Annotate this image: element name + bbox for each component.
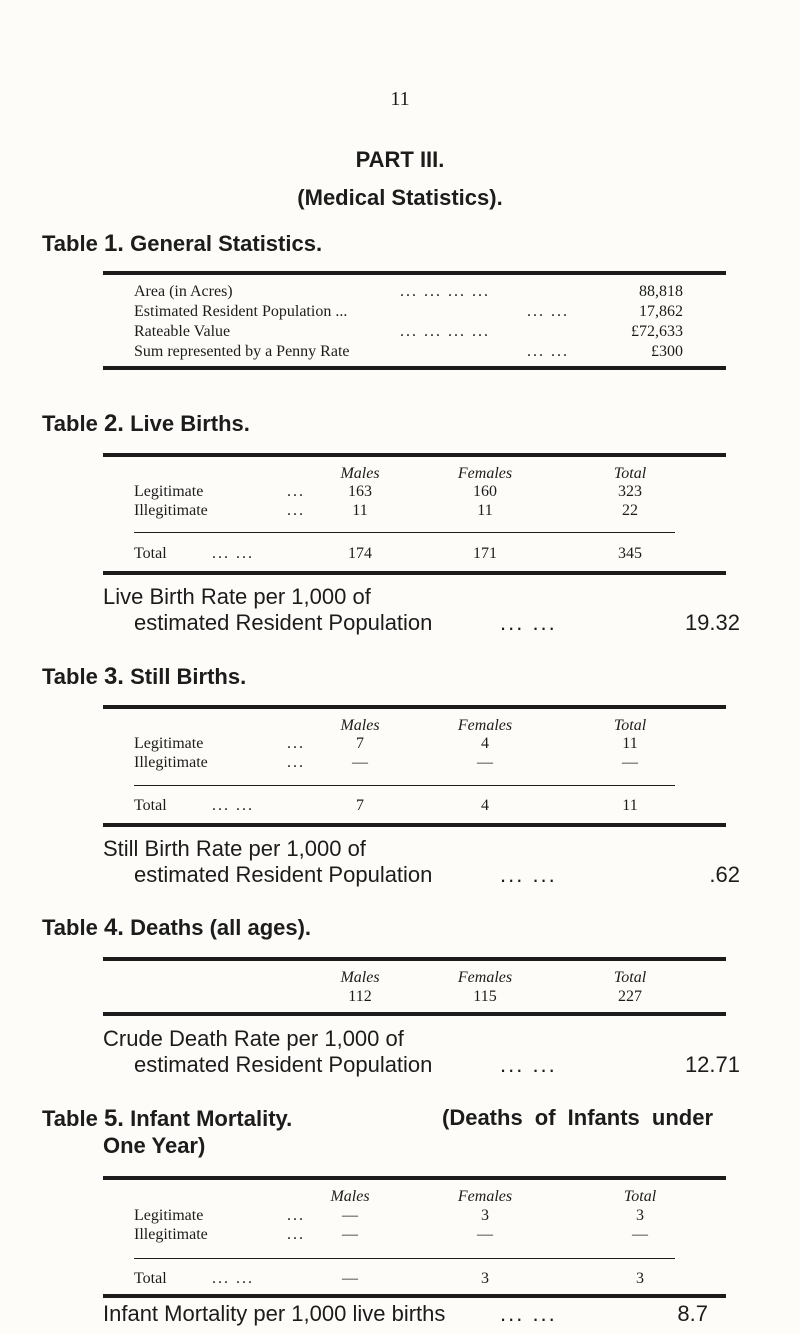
table3-row-label: Legitimate [134,735,204,752]
table5-cell: — [342,1226,358,1243]
table2-cell: 160 [473,483,497,500]
infant-mortality-rate-dots: ... ... [500,1301,557,1326]
table3-row-dots: ... [287,735,305,752]
table5-total-cell: 3 [481,1270,489,1287]
table5-header-total: Total [623,1188,657,1205]
table5-total-dots: ... ... [212,1270,254,1287]
still-birth-rate-value: .62 [709,862,740,887]
table5-cell: — [632,1226,648,1243]
table2-total-cell: 174 [348,545,372,562]
table2-cell: 11 [477,502,493,519]
table2-total-dots: ... ... [212,545,254,562]
table3-total-label: Total [134,797,167,814]
table4-header-males: Males [340,969,380,986]
table3-cell: 7 [356,735,364,752]
table5-row-dots: ... [287,1207,305,1224]
table5-total-rule [134,1258,675,1259]
table2-cell: 323 [618,483,642,500]
table2-row-label: Illegitimate [134,502,208,519]
table2-prefix: Table [42,411,98,436]
table3-total-cell: 11 [622,797,638,814]
table5-title [42,1105,292,1133]
table3-header-females: Females [457,717,513,734]
table3-total-cell: 7 [356,797,364,814]
live-birth-rate-dots: ... ... [500,610,557,635]
table5-row-label: Illegitimate [134,1226,208,1243]
table1-row-dots: ... ... ... ... [400,323,490,340]
table3-cell: — [622,754,638,771]
table3-row-label: Illegitimate [134,754,208,771]
table1-row-label: Estimated Resident Population ... [134,303,348,320]
table3-total-dots: ... ... [212,797,254,814]
table5-total-cell: 3 [636,1270,644,1287]
table5-number: 5. [103,1105,124,1132]
table4-header-females: Females [457,969,513,986]
table5-header-females: Females [457,1188,513,1205]
table1-row-label: Sum represented by a Penny Rate [134,343,350,360]
table2-row-dots: ... [287,502,305,519]
table5-heading-c: One Year) [103,1133,206,1158]
table2-total-rule [134,532,675,533]
table1-row-value: 88,818 [639,283,683,300]
still-birth-rate-label: Still Birth Rate per 1,000 of [103,836,366,861]
table2-number: 2. [103,410,124,437]
table3-cell: — [477,754,493,771]
table3-header-total: Total [613,717,647,734]
table1-top-rule [103,271,726,275]
part-title: PART III. [355,147,445,172]
table3-cell: — [352,754,368,771]
table3-title [42,663,246,691]
still-birth-rate-dots: ... ... [500,862,557,887]
table2-total-cell: 345 [618,545,642,562]
table1-row-dots: ... ... [527,343,569,360]
table1-title [42,230,322,258]
table1-number: 1. [103,230,124,257]
table3-row-dots: ... [287,754,305,771]
table4-cell: 227 [618,988,642,1005]
table3-top-rule [103,705,726,709]
table2-header-males: Males [340,465,380,482]
table5-header-males: Males [330,1188,370,1205]
table1-row-label: Rateable Value [134,323,231,340]
table5-total-cell: — [342,1270,358,1287]
live-birth-rate-label-2: estimated Resident Population [134,610,433,635]
crude-death-rate-label-2: estimated Resident Population [134,1052,433,1077]
table4-header-total: Total [613,969,647,986]
table3-prefix: Table [42,664,98,689]
table2-row-dots: ... [287,483,305,500]
live-birth-rate-value: 19.32 [684,610,740,635]
still-birth-rate-label-2: estimated Resident Population [134,862,433,887]
table4-heading: Deaths (all ages). [130,915,312,940]
table5-cell: 3 [636,1207,644,1224]
part-subtitle: (Medical Statistics). [297,185,503,210]
table2-header-total: Total [613,465,647,482]
table2-row-label: Legitimate [134,483,204,500]
table2-total-cell: 171 [473,545,497,562]
table2-cell: 22 [622,502,638,519]
table2-title [42,410,250,438]
table5-bottom-rule [103,1294,726,1298]
table5-cell: 3 [481,1207,489,1224]
table5-total-label: Total [134,1270,167,1287]
table1-row-value: £300 [651,343,683,360]
crude-death-rate-value: 12.71 [684,1052,740,1077]
table3-cell: 11 [622,735,638,752]
table1-row-value: £72,633 [631,323,683,340]
table5-row-label: Legitimate [134,1207,204,1224]
table2-total-label: Total [134,545,167,562]
table4-cell: 112 [348,988,372,1005]
table3-heading: Still Births. [130,664,247,689]
table3-bottom-rule [103,823,726,827]
table3-header-males: Males [340,717,380,734]
table4-title [42,914,311,942]
table2-top-rule [103,453,726,457]
table3-total-rule [134,785,675,786]
table5-cell: — [342,1207,358,1224]
table4-cell: 115 [473,988,497,1005]
table2-bottom-rule [103,571,726,575]
table2-cell: 163 [348,483,372,500]
table1-heading: General Statistics. [130,231,323,256]
live-birth-rate-label: Live Birth Rate per 1,000 of [103,584,371,609]
table1-row-dots: ... ... [527,303,569,320]
table1-bottom-rule [103,366,726,370]
table5-row-dots: ... [287,1226,305,1243]
table2-heading: Live Births. [130,411,250,436]
table2-header-females: Females [457,465,513,482]
table3-cell: 4 [481,735,489,752]
table1-prefix: Table [42,231,98,256]
crude-death-rate-dots: ... ... [500,1052,557,1077]
table4-number: 4. [103,914,124,941]
table5-heading-b: (Deaths of Infants under [442,1105,714,1130]
table3-number: 3. [103,663,124,690]
crude-death-rate-label: Crude Death Rate per 1,000 of [103,1026,404,1051]
table2-cell: 11 [352,502,368,519]
table3-total-cell: 4 [481,797,489,814]
table1-row-value: 17,862 [639,303,683,320]
table5-prefix: Table [42,1106,98,1131]
table5-heading: Infant Mortality. [130,1106,293,1131]
table5-top-rule [103,1176,726,1180]
infant-mortality-rate-label: Infant Mortality per 1,000 live births [103,1301,446,1326]
infant-mortality-rate-value: 8.7 [677,1301,708,1326]
table4-bottom-rule [103,1012,726,1016]
table4-top-rule [103,957,726,961]
table1-row-label: Area (in Acres) [134,283,233,300]
page-number: 11 [390,88,410,110]
table4-prefix: Table [42,915,98,940]
table1-row-dots: ... ... ... ... [400,283,490,300]
table5-cell: — [477,1226,493,1243]
